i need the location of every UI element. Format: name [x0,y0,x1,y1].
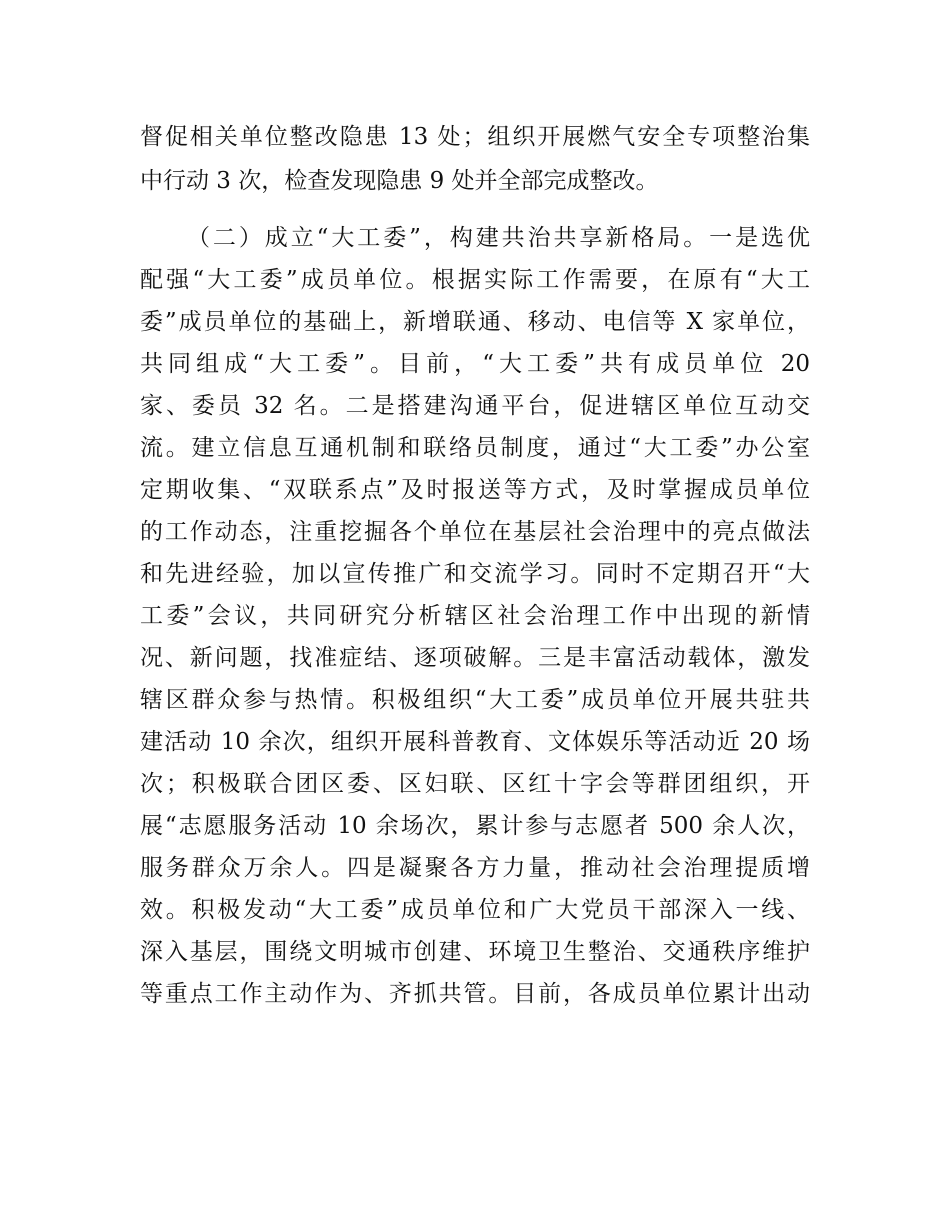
body-text-line: 督促相关单位整改隐患 13 处；组织开展燃气安全专项整治集 [140,124,810,150]
body-text-line: 中行动 3 次，检查发现隐患 9 处并全部完成整改。 [140,168,659,194]
body-text-line: 流。建立信息互通机制和联络员制度，通过“大工委”办公室 [140,435,810,461]
body-text-line: 深入基层，围绕文明城市创建、环境卫生整治、交通秩序维护 [140,939,810,965]
body-text-line: 的工作动态，注重挖掘各个单位在基层社会治理中的亮点做法 [140,519,810,545]
body-text-line: 次；积极联合团区委、区妇联、区红十字会等群团组织，开 [140,771,810,797]
body-text-line: 定期收集、“双联系点”及时报送等方式，及时掌握成员单位 [140,477,810,503]
body-text-line: 和先进经验，加以宣传推广和交流学习。同时不定期召开“大 [140,561,810,587]
body-text-line: 共同组成“大工委”。目前，“大工委”共有成员单位 20 [140,351,810,377]
body-text-line: 工委”会议，共同研究分析辖区社会治理工作中出现的新情 [140,603,810,629]
paragraph-first-line: （二）成立“大工委”，构建共治共享新格局。一是选优 [187,225,810,251]
body-text-line: 服务群众万余人。四是凝聚各方力量，推动社会治理提质增 [140,855,810,881]
body-text-line: 况、新问题，找准症结、逐项破解。三是丰富活动载体，激发 [140,645,810,671]
body-text-line: 效。积极发动“大工委”成员单位和广大党员干部深入一线、 [140,897,810,923]
body-text-line: 辖区群众参与热情。积极组织“大工委”成员单位开展共驻共 [140,687,810,713]
body-text-line: 委”成员单位的基础上，新增联通、移动、电信等 X 家单位， [140,309,810,335]
body-text-line: 配强“大工委”成员单位。根据实际工作需要，在原有“大工 [140,267,810,293]
body-text-line: 建活动 10 余次，组织开展科普教育、文体娱乐等活动近 20 场 [140,729,810,755]
body-text-line: 展“志愿服务活动 10 余场次，累计参与志愿者 500 余人次， [140,813,810,839]
body-text-line: 家、委员 32 名。二是搭建沟通平台，促进辖区单位互动交 [140,393,810,419]
body-text-line: 等重点工作主动作为、齐抓共管。目前，各成员单位累计出动 [140,981,810,1007]
